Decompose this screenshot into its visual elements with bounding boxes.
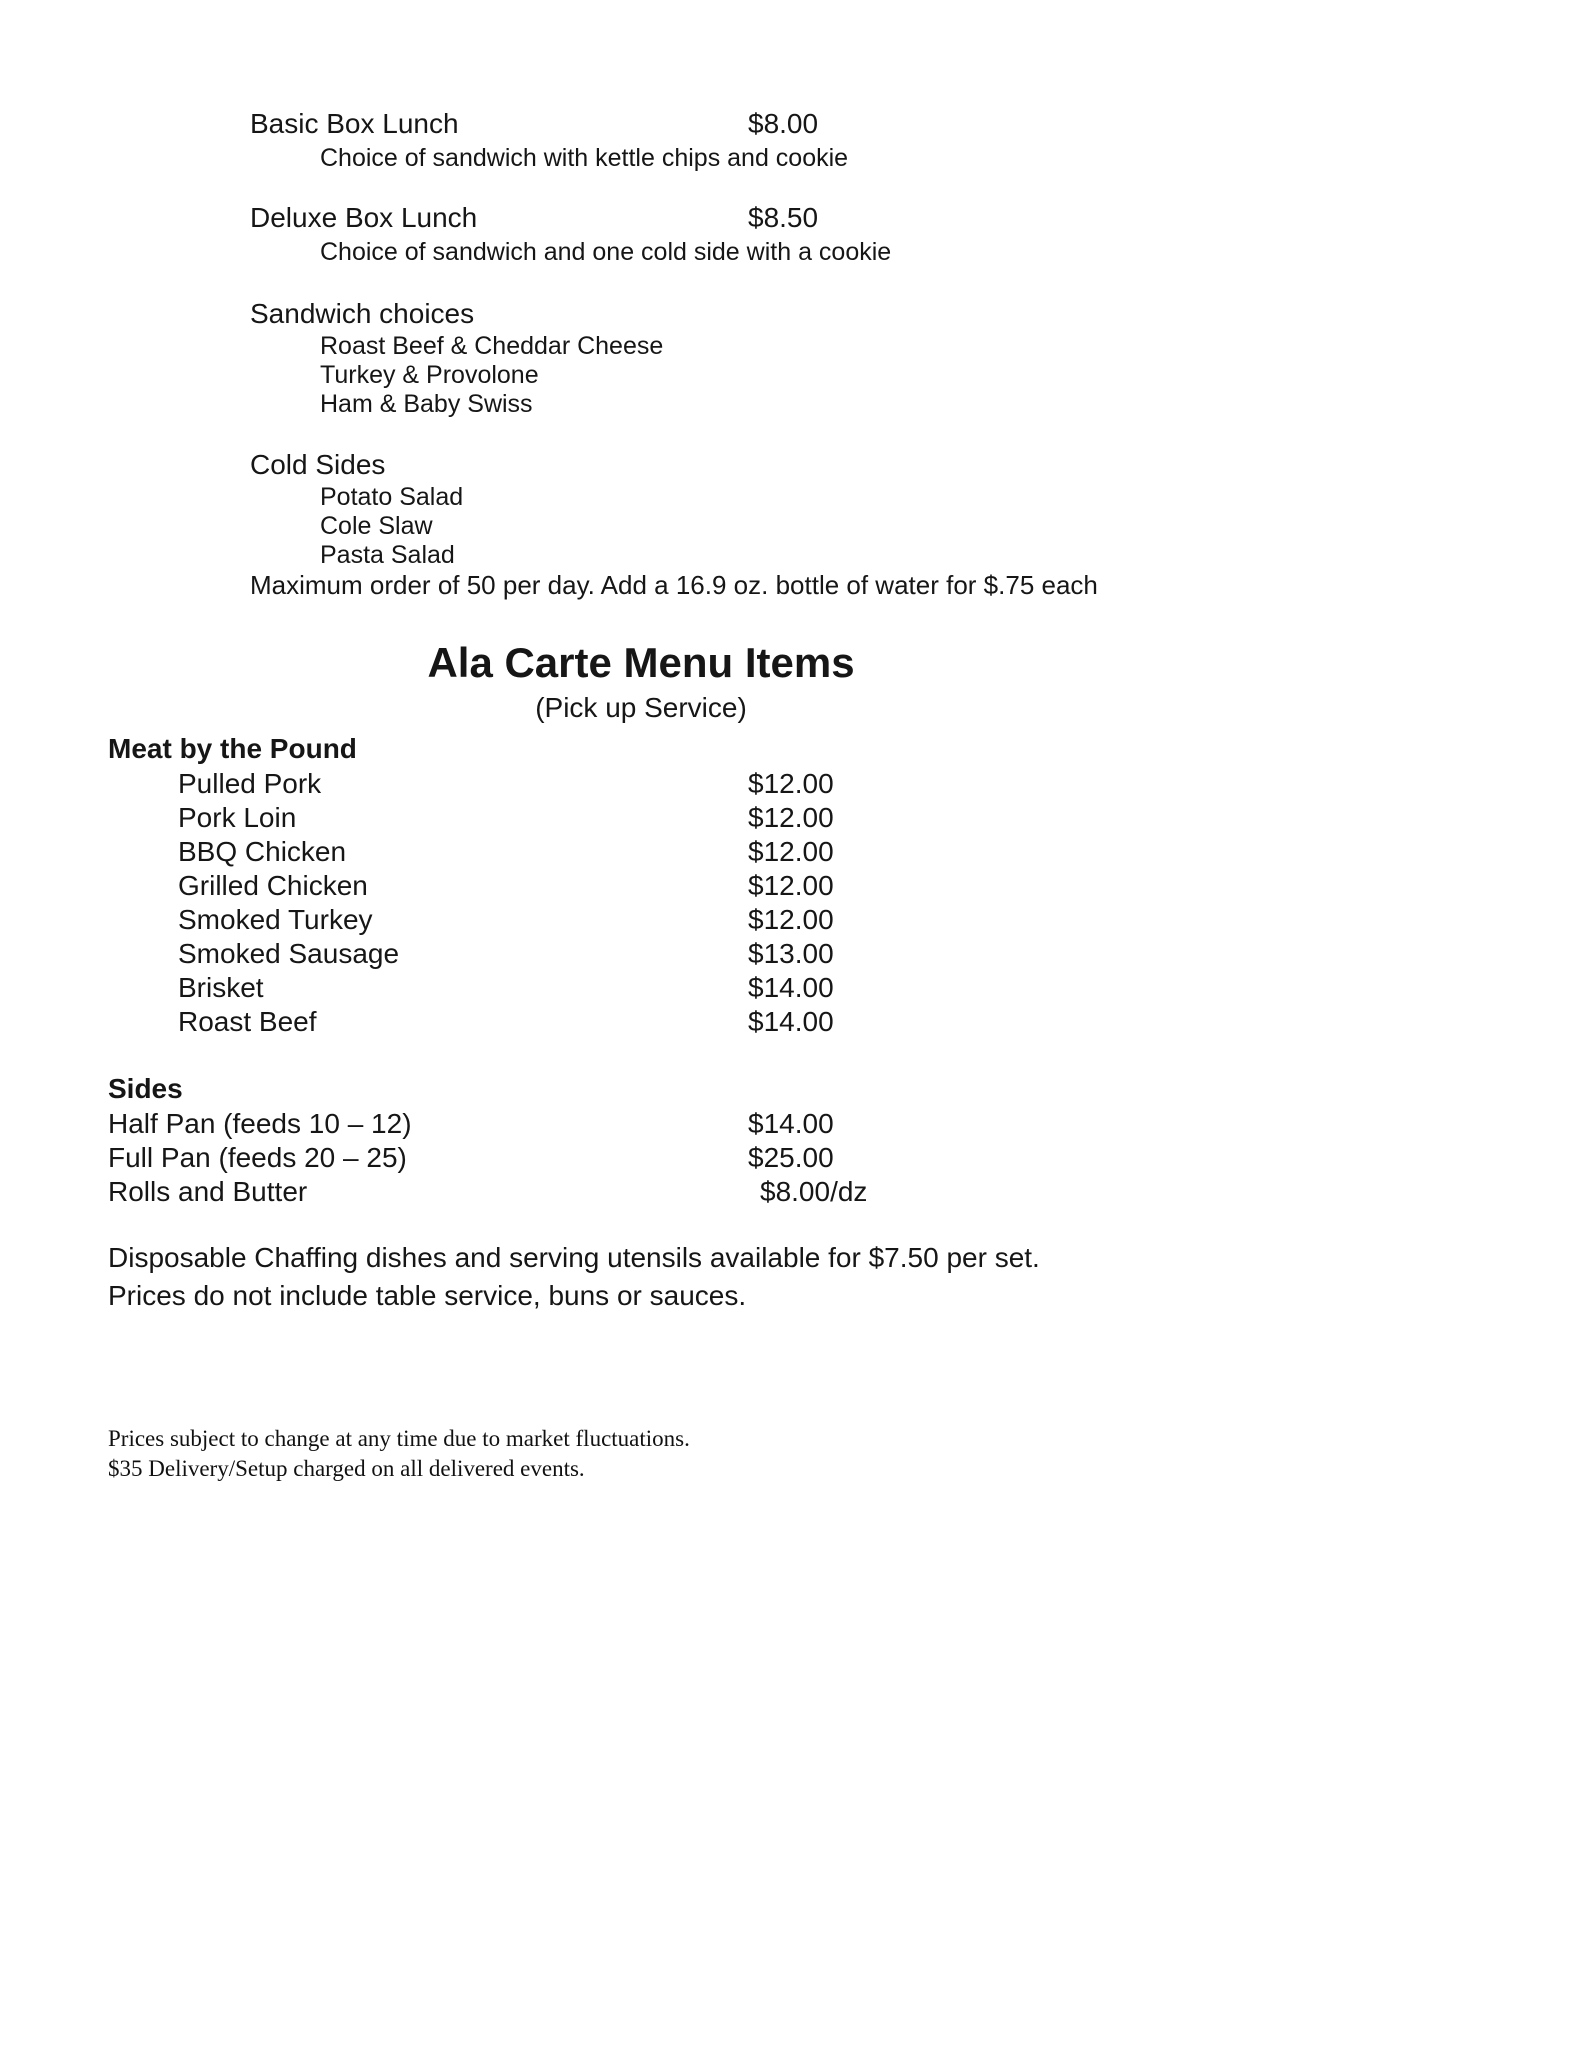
list-item: Pasta Salad	[320, 541, 455, 569]
menu-item	[0, 1141, 1582, 1175]
menu-item	[0, 767, 1582, 801]
item-price: $14.00	[748, 1108, 834, 1139]
notes-section	[0, 1239, 1582, 1315]
footer-line: $35 Delivery/Setup charged on all delivered events.	[108, 1456, 585, 1481]
menu-item	[0, 869, 1582, 903]
item-price: $12.00	[748, 802, 834, 833]
list-item: Potato Salad	[320, 483, 464, 511]
section-title: Sandwich choices	[250, 298, 475, 329]
page-subtitle: (Pick up Service)	[535, 692, 747, 723]
ala-carte-heading	[108, 637, 1174, 727]
order-note: Maximum order of 50 per day. Add a 16.9 oz. bottle of water for $.75 each	[250, 570, 1098, 600]
item-name: Pork Loin	[178, 802, 297, 833]
list-item: Roast Beef & Cheddar Cheese	[320, 332, 664, 360]
item-name: Smoked Turkey	[178, 904, 373, 935]
page-title: Ala Carte Menu Items	[427, 639, 855, 686]
menu-item	[0, 1005, 1582, 1039]
item-name: Grilled Chicken	[178, 870, 368, 901]
menu-item	[0, 971, 1582, 1005]
box-lunch-section	[0, 106, 1582, 268]
item-price: $12.00	[748, 836, 834, 867]
menu-item	[0, 835, 1582, 869]
item-name: Smoked Sausage	[178, 938, 400, 969]
item-price: $12.00	[748, 870, 834, 901]
note-line: Disposable Chaffing dishes and serving utensils available for $7.50 per set.	[108, 1242, 1040, 1273]
item-price: $25.00	[748, 1142, 834, 1173]
menu-item	[0, 1175, 1582, 1209]
menu-item	[0, 903, 1582, 937]
item-price: $14.00	[748, 972, 834, 1003]
cold-sides-section	[0, 447, 1582, 601]
section-title: Cold Sides	[250, 449, 386, 480]
menu-item	[0, 937, 1582, 971]
item-price: $8.00/dz	[760, 1176, 868, 1207]
section-title: Sides	[108, 1073, 183, 1104]
item-name: Roast Beef	[178, 1006, 317, 1037]
item-description: Choice of sandwich with kettle chips and cookie	[320, 144, 849, 172]
footer	[108, 1424, 690, 1484]
section-title: Meat by the Pound	[108, 733, 357, 764]
list-item: Ham & Baby Swiss	[320, 390, 533, 418]
list-item: Cole Slaw	[320, 512, 433, 540]
sides-section	[0, 1071, 1582, 1209]
item-price: $13.00	[748, 938, 834, 969]
item-name: BBQ Chicken	[178, 836, 347, 867]
list-item: Turkey & Provolone	[320, 361, 539, 389]
footer-line: Prices subject to change at any time due to market fluctuations.	[108, 1426, 690, 1451]
sandwich-choices-section	[0, 296, 1582, 419]
item-name: Brisket	[178, 972, 264, 1003]
menu-item-deluxe-box-lunch	[0, 200, 1582, 236]
menu-item	[0, 1107, 1582, 1141]
item-price: $12.00	[748, 904, 834, 935]
item-name: Deluxe Box Lunch	[250, 202, 478, 233]
meat-by-the-pound-section	[0, 731, 1582, 1039]
item-name: Pulled Pork	[178, 768, 322, 799]
item-price: $12.00	[748, 768, 834, 799]
note-line: Prices do not include table service, buns or sauces.	[108, 1280, 747, 1311]
item-description: Choice of sandwich and one cold side with a cookie	[320, 238, 892, 266]
item-name: Rolls and Butter	[108, 1176, 308, 1207]
item-price: $8.00	[748, 108, 819, 139]
item-name: Basic Box Lunch	[250, 108, 459, 139]
item-price: $14.00	[748, 1006, 834, 1037]
item-price: $8.50	[748, 202, 819, 233]
menu-item-basic-box-lunch	[0, 106, 1582, 142]
item-name: Half Pan (feeds 10 – 12)	[108, 1108, 412, 1139]
menu-item	[0, 801, 1582, 835]
item-name: Full Pan (feeds 20 – 25)	[108, 1142, 407, 1173]
